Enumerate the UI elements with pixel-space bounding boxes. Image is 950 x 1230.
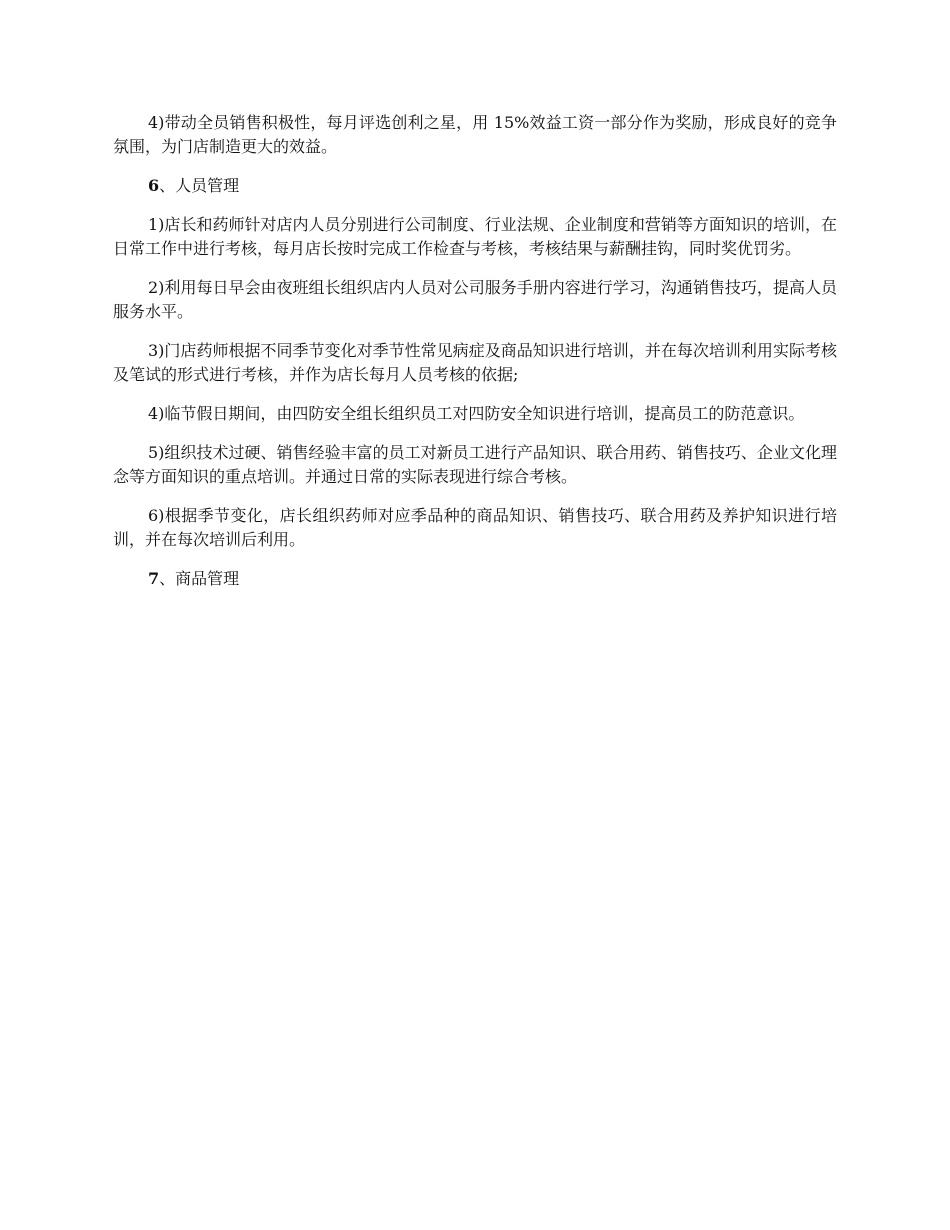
paragraph-staff-training-assessment: 1)店长和药师针对店内人员分别进行公司制度、行业法规、企业制度和营销等方面知识的培训，在日常工作中进行考核，每月店长按时完成工作检查与考核，考核结果与薪酬挂钩，同时奖优罚劣。 bbox=[113, 215, 837, 258]
section-title: 、人员管理 bbox=[159, 176, 240, 195]
paragraph-seasonal-disease-training: 3)门店药师根据不同季节变化对季节性常见病症及商品知识进行培训，并在每次培训利用实际考核及笔试的形式进行考核，并作为店长每月人员考核的依据; bbox=[113, 341, 837, 384]
paragraph-holiday-safety-training: 4)临节假日期间，由四防安全组长组织员工对四防安全知识进行培训，提高员工的防范意识。 bbox=[148, 404, 805, 423]
section-heading-personnel-management bbox=[113, 174, 837, 198]
section-number: 6 bbox=[148, 176, 160, 195]
document-body bbox=[113, 111, 837, 606]
paragraph-morning-meeting-study: 2)利用每日早会由夜班组长组织店内人员对公司服务手册内容进行学习，沟通销售技巧，提高人员服务水平。 bbox=[113, 278, 837, 321]
paragraph-seasonal-product-training: 6)根据季节变化，店长组织药师对应季品种的商品知识、销售技巧、联合用药及养护知识进行培训，并在每次培训后利用。 bbox=[113, 506, 837, 549]
section-number: 7 bbox=[148, 569, 160, 588]
paragraph-profit-star-incentive: 4)带动全员销售积极性，每月评选创利之星，用 15%效益工资一部分作为奖励，形成良好的竞争氛围，为门店制造更大的效益。 bbox=[113, 113, 837, 156]
section-title: 、商品管理 bbox=[159, 569, 240, 588]
paragraph-new-employee-training: 5)组织技术过硬、销售经验丰富的员工对新员工进行产品知识、联合用药、销售技巧、企业文化理念等方面知识的重点培训。并通过日常的实际表现进行综合考核。 bbox=[113, 443, 837, 486]
section-heading-product-management bbox=[113, 567, 837, 591]
